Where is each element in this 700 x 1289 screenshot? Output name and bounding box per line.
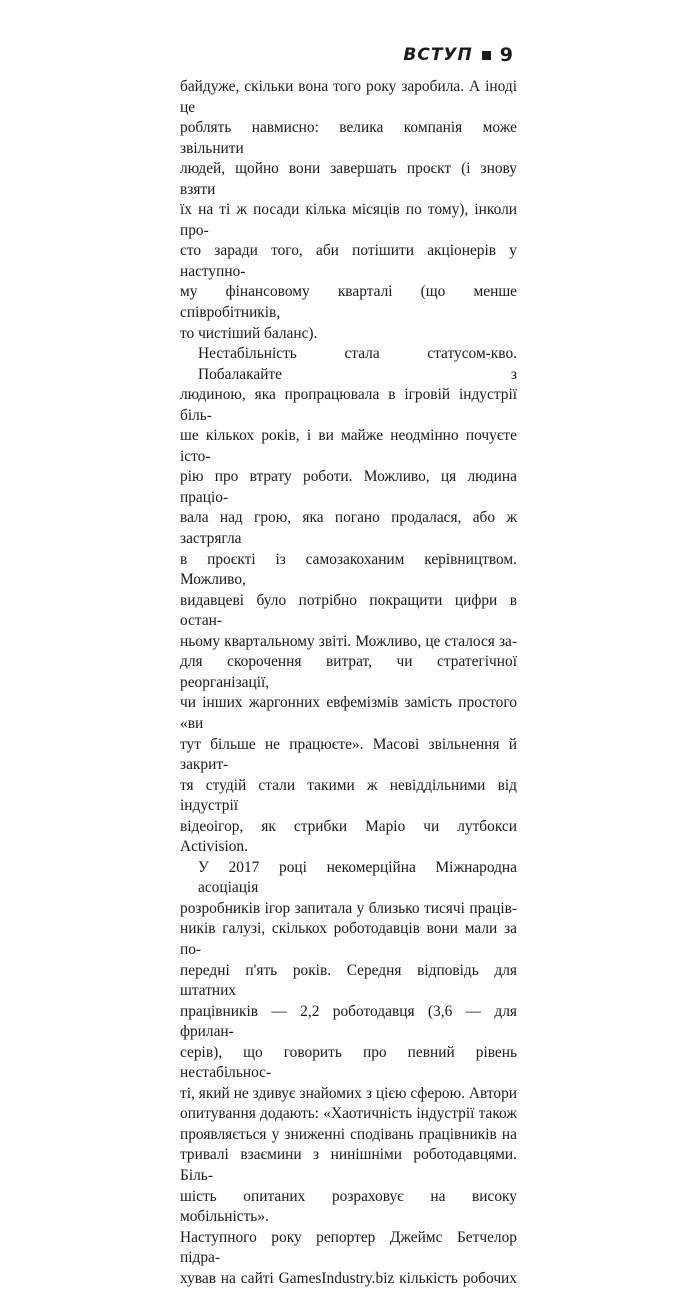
text-line: відеоігор, як стрибки Маріо чи лутбокси Activision. — [180, 817, 517, 856]
page-number: 9 — [499, 44, 514, 66]
text-line: ньому квартальному звіті. Можливо, це сталося за- — [180, 632, 517, 650]
body-text — [180, 77, 517, 1289]
text-line: вала над грою, яка погано продалася, або ж застрягла — [180, 509, 517, 548]
text-line: тут більше не працюєте». Масові звільнення й закрит- — [180, 735, 517, 774]
text-line: У 2017 році некомерційна Міжнародна асоціація — [198, 858, 517, 897]
text-line: Наступного року репортер Джеймс Бетчелор підра- — [180, 1228, 517, 1267]
text-line: шість опитаних розраховує на високу мобільність». — [180, 1187, 517, 1226]
text-line: опитування додають: «Хаотичність індустрії також — [180, 1105, 517, 1123]
text-line: серів), що говорить про певний рівень нестабільнос- — [180, 1043, 517, 1082]
text-line: тривалі взаємини з нинішніми роботодавцями. Біль- — [180, 1146, 517, 1184]
separator-square — [482, 51, 491, 60]
text-line: їх на ті ж посади кілька місяців по тому), інколи про- — [180, 201, 517, 239]
text-line: для скорочення витрат, чи стратегічної реорганізації, — [180, 653, 517, 691]
text-line: ників галузі, скількох роботодавців вони мали за по- — [180, 920, 517, 958]
text-line: в проєкті із самозакоханим керівництвом. Можливо, — [180, 550, 517, 589]
text-line: Нестабільність стала статусом-кво. Побалакайте з — [198, 345, 517, 383]
section-title: ВСТУП — [403, 45, 473, 65]
text-line: ті, який не здивує знайомих з цією сферою. Автори — [180, 1084, 517, 1102]
text-line: роблять навмисно: велика компанія може звільнити — [180, 119, 517, 157]
running-head — [403, 44, 514, 66]
text-line: то чистіший баланс). — [180, 324, 318, 342]
text-line: ше кількох років, і ви майже неодмінно почуєте істо- — [180, 427, 517, 465]
text-line: проявляється у зниженні сподівань працівників на — [180, 1125, 517, 1143]
text-line: хував на сайті GamesIndustry.biz кількість робочих — [180, 1269, 517, 1287]
text-line: чи інших жаргонних евфемізмів замість простого «ви — [180, 694, 517, 732]
text-line: сто заради того, аби потішити акціонерів у наступно- — [180, 242, 517, 280]
text-line: рію про втрату роботи. Можливо, ця людина праціо- — [180, 468, 517, 506]
text-line: передні п'ять років. Середня відповідь для штатних — [180, 961, 517, 1000]
text-line: тя студій стали такими ж невіддільними від індустрії — [180, 776, 517, 815]
text-line: розробників ігор запитала у близько тисячі праців- — [180, 899, 517, 917]
text-line: людиною, яка пропрацювала в ігровій індустрії біль- — [180, 386, 517, 424]
text-line: людей, щойно вони завершать проєкт (і знову взяти — [180, 160, 517, 198]
text-line: му фінансовому кварталі (що менше співробітників, — [180, 283, 517, 322]
text-line: працівників — 2,2 роботодавця (3,6 — для фрилан- — [180, 1002, 517, 1041]
text-line: байдуже, скільки вона того року заробила. А іноді це — [180, 78, 517, 116]
text-line: видавцеві було потрібно покращити цифри в остан- — [180, 591, 517, 630]
